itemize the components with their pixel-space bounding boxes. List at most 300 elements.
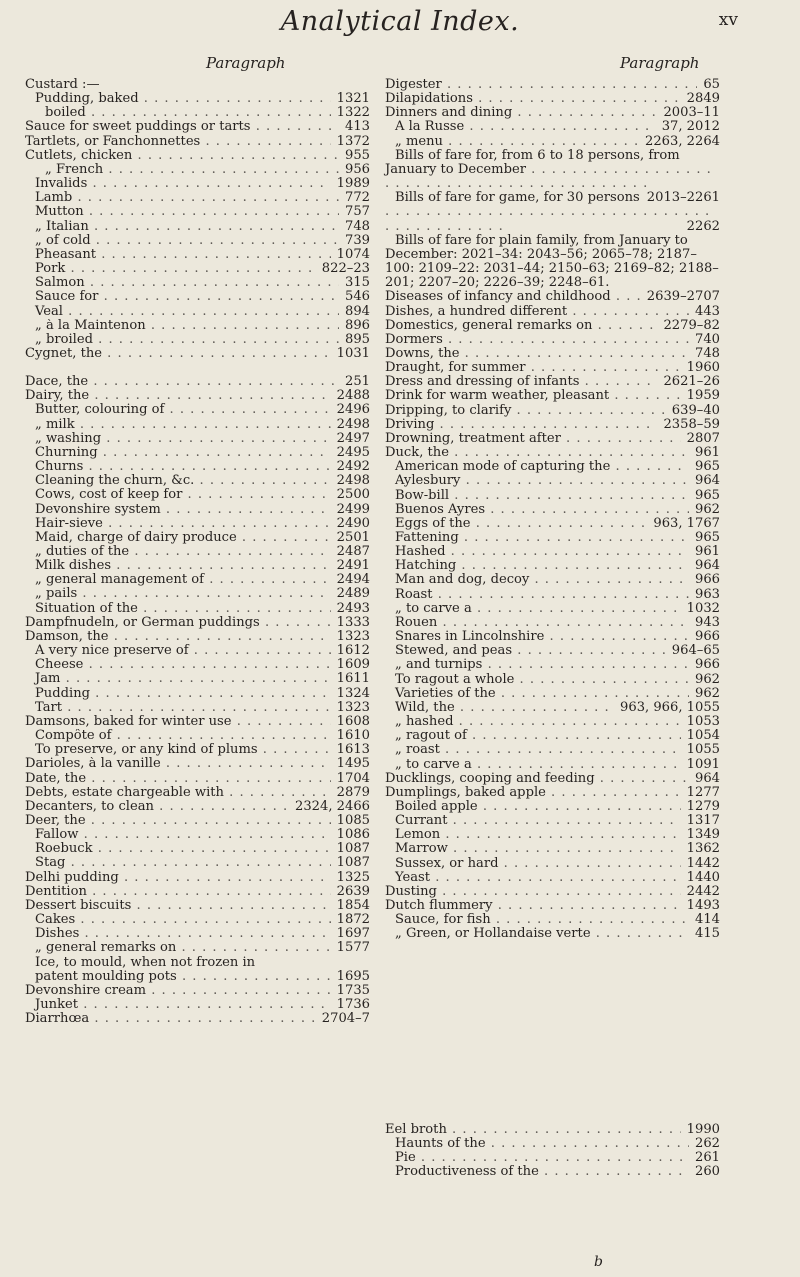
entry-paragraph-number: 943 [695,614,720,630]
entry-label: „ general management of . . . [25,573,331,587]
index-entry [25,474,370,488]
index-entry [385,927,720,941]
entry-label: Debts, estate chargeable with . . . [25,786,331,800]
entry-label: Man and dog, decoy . . . [385,573,689,587]
entry-label: Bills of fare for plain family, from January to December: 2021–34: 2043–56; 2065–78; 2187–100: 2109–22: 2031–44; 2150–63; 2169–82; 2188–201; 2207–20; 2226–39; 2248–61. [385,232,719,291]
index-entry [385,871,720,885]
entry-paragraph-number: 1277 [686,784,720,800]
entry-label: Dusting . . . [385,885,681,899]
entry-paragraph-number: 1695 [336,968,370,984]
index-entry [25,899,370,913]
entry-paragraph-number: 65 [703,77,720,92]
entry-label: Jam . . . [25,672,331,686]
index-entry [25,375,370,389]
entry-label: Hair-sieve . . . [25,517,331,531]
entry-label: Haunts of the . . . [385,1137,689,1151]
index-entry [25,701,370,715]
entry-label: Sauce for sweet puddings or tarts . . . [25,120,339,134]
entry-label: Dinners and dining . . . [385,106,657,120]
entry-label: Dentition . . . [25,885,331,899]
entry-label: Sussex, or hard . . . [385,857,681,871]
entry-paragraph-number: 965 [695,459,720,475]
entry-paragraph-number: 1032 [686,600,720,616]
entry-label: Dace, the . . . [25,375,339,389]
index-entry [25,687,370,701]
entry-paragraph-number: 1608 [336,713,370,729]
entry-paragraph-number: 2621–26 [663,374,720,390]
entry-paragraph-number: 1321 [336,91,370,107]
index-entry [25,276,370,290]
entry-paragraph-number: 964–65 [671,643,720,659]
index-entry [25,446,370,460]
right-index-column-e-section [385,1123,720,1180]
entry-paragraph-number: 962 [695,501,720,517]
entry-label: patent moulding pots . . . [25,970,331,984]
entry-label: Dishes . . . [25,927,331,941]
index-entry [25,78,370,92]
index-entry [25,856,370,870]
index-entry [385,573,720,587]
entry-label: Situation of the . . . [25,602,331,616]
entry-label: Dampfnudeln, or German puddings . . . [25,616,331,630]
entry-paragraph-number: 966 [695,572,720,588]
right-column-heading: Paragraph [620,54,700,72]
right-index-column [385,78,720,942]
entry-paragraph-number: 2003–11 [663,105,720,121]
entry-label: Eel broth . . . [385,1123,681,1137]
entry-label: Boiled apple . . . [385,800,681,814]
entry-label: „ milk . . . [25,418,331,432]
entry-paragraph-number: 1333 [336,614,370,630]
index-entry [25,743,370,757]
entry-label: Cakes . . . [25,913,331,927]
entry-label: To ragout a whole . . . [385,673,689,687]
entry-paragraph-number: 262 [695,1136,720,1152]
entry-label: Buenos Ayres . . . [385,503,689,517]
entry-label: „ menu . . . [385,135,639,149]
entry-paragraph-number: 964 [695,473,720,489]
index-entry [25,913,370,927]
index-entry [385,531,720,545]
entry-paragraph-number: 1325 [336,869,370,885]
index-entry [25,248,370,262]
entry-label: Pudding . . . [25,687,331,701]
entry-paragraph-number: 1362 [686,841,720,857]
entry-label: „ à la Maintenon . . . [25,319,339,333]
entry-paragraph-number: 2807 [686,430,720,446]
entry-label: Compôte of . . . [25,729,331,743]
index-entry [385,913,720,927]
entry-label: Darioles, à la vanille . . . [25,757,331,771]
entry-paragraph-number: 1609 [336,657,370,673]
entry-paragraph-number: 964 [695,770,720,786]
index-entry [385,460,720,474]
entry-label: Deer, the . . . [25,814,331,828]
entry-paragraph-number: 260 [695,1164,720,1180]
entry-paragraph-number: 896 [345,317,370,333]
entry-label: „ duties of the . . . [25,545,331,559]
index-entry [25,333,370,347]
index-entry [25,800,370,814]
entry-paragraph-number: 1054 [686,728,720,744]
index-entry [25,970,370,984]
index-entry [385,92,720,106]
entry-paragraph-number: 961 [695,445,720,461]
entry-label: Drink for warm weather, pleasant . . . [385,389,681,403]
index-entry [385,446,720,460]
entry-label: Ice, to mould, when not frozen in [35,955,256,970]
index-entry [25,757,370,771]
entry-label: Devonshire system . . . [25,503,331,517]
entry-label: Cows, cost of keep for . . . [25,488,331,502]
index-entry [385,729,720,743]
entry-paragraph-number: 2491 [336,558,370,574]
index-entry [25,389,370,403]
entry-label: To preserve, or any kind of plums . . . [25,743,331,757]
entry-paragraph-number: 1324 [336,685,370,701]
entry-label: Sauce, for fish . . . [385,913,689,927]
signature-mark: b [594,1254,603,1270]
index-entry [25,290,370,304]
entry-paragraph-number: 251 [345,374,370,390]
entry-label: Custard :— [25,78,100,92]
entry-label: Productiveness of the . . . [385,1165,689,1179]
entry-label: „ to carve a . . . [385,758,681,772]
entry-label: Damsons, baked for winter use . . . [25,715,331,729]
left-column-heading: Paragraph [206,54,286,72]
entry-paragraph-number: 315 [345,275,370,291]
entry-paragraph-number: 1323 [336,699,370,715]
entry-label: Hatching . . . [385,559,689,573]
entry-paragraph-number: 2500 [336,487,370,503]
index-entry [385,375,720,389]
index-entry [385,630,720,644]
entry-paragraph-number: 2849 [686,91,720,107]
entry-label: Diarrhœa . . . [25,1012,316,1026]
entry-label: Bills of fare for, from 6 to 18 persons, from January to December . . . [385,148,712,191]
index-entry [385,503,720,517]
entry-label: Pork . . . [25,262,316,276]
entry-label: Varieties of the . . . [385,687,689,701]
entry-paragraph-number: 962 [695,671,720,687]
entry-label: Junket . . . [25,998,331,1012]
index-entry [25,503,370,517]
index-entry [385,644,720,658]
entry-paragraph-number: 2279–82 [663,317,720,333]
entry-label: Marrow . . . [385,842,681,856]
index-entry [385,333,720,347]
index-entry [25,941,370,955]
index-entry [385,800,720,814]
entry-label: Currant . . . [385,814,681,828]
entry-paragraph-number: 963 [695,586,720,602]
entry-label: Drowning, treatment after . . . [385,432,681,446]
entry-label: Dress and dressing of infants . . . [385,375,657,389]
entry-paragraph-number: 261 [695,1150,720,1166]
index-entry [385,305,720,319]
index-entry [25,432,370,446]
entry-paragraph-number: 963, 1767 [653,515,720,531]
index-entry [25,234,370,248]
index-entry [385,857,720,871]
entry-label: Lamb . . . [25,191,339,205]
index-entry [25,220,370,234]
entry-label: Pheasant . . . [25,248,331,262]
index-entry [385,588,720,602]
entry-label: Dripping, to clarify . . . [385,404,666,418]
entry-paragraph-number: 2262 [686,218,720,234]
entry-paragraph-number: 966 [695,657,720,673]
entry-paragraph-number: 2496 [336,402,370,418]
entry-paragraph-number: 956 [345,161,370,177]
entry-paragraph-number: 2639–2707 [646,289,720,305]
index-entry [25,630,370,644]
entry-label: Roebuck . . . [25,842,331,856]
entry-label: Dumplings, baked apple . . . [385,786,681,800]
index-entry [385,135,720,149]
entry-label: Diseases of infancy and childhood . . . [385,290,641,304]
index-entry [25,418,370,432]
index-entry [385,673,720,687]
index-entry [25,559,370,573]
entry-paragraph-number: 1440 [686,869,720,885]
entry-paragraph-number: 2499 [336,501,370,517]
entry-paragraph-number: 748 [695,345,720,361]
entry-paragraph-number: 2704–7 [321,1011,370,1027]
entry-label: „ to carve a . . . [385,602,681,616]
index-entry [385,1123,720,1137]
entry-label: Roast . . . [385,588,689,602]
index-entry [25,347,370,361]
entry-label: Dormers . . . [385,333,689,347]
entry-paragraph-number: 1704 [336,770,370,786]
entry-paragraph-number: 894 [345,303,370,319]
index-entry [385,743,720,757]
index-entry [25,772,370,786]
entry-label: Tartlets, or Fanchonnettes . . . [25,135,331,149]
running-title: Analytical Index. [280,6,520,37]
entry-paragraph-number: 895 [345,331,370,347]
index-entry [25,531,370,545]
entry-paragraph-number: 772 [345,190,370,206]
entry-paragraph-number: 2324, 2466 [295,798,370,814]
entry-label: Churning . . . [25,446,331,460]
entry-label: Sauce for . . . [25,290,339,304]
index-entry [385,489,720,503]
entry-paragraph-number: 1031 [336,345,370,361]
index-entry [385,616,720,630]
entry-paragraph-number: 2495 [336,444,370,460]
entry-label: Dishes, a hundred different . . . [385,305,689,319]
entry-paragraph-number: 2493 [336,600,370,616]
entry-paragraph-number: 1086 [336,827,370,843]
index-entry [385,814,720,828]
entry-paragraph-number: 1074 [336,246,370,262]
entry-paragraph-number: 962 [695,685,720,701]
index-entry [25,871,370,885]
entry-paragraph-number: 1736 [336,997,370,1012]
entry-paragraph-number: 1323 [336,628,370,644]
entry-label: Dairy, the . . . [25,389,331,403]
entry-label: Duck, the . . . [385,446,689,460]
index-entry [25,305,370,319]
entry-paragraph-number: 2442 [686,883,720,899]
index-entry [385,658,720,672]
entry-gap [25,361,370,375]
index-entry [385,885,720,899]
entry-paragraph-number: 1990 [686,1122,720,1137]
entry-paragraph-number: 2490 [336,515,370,531]
entry-label: A la Russe . . . [385,120,656,134]
entry-paragraph-number: 1577 [336,940,370,956]
entry-paragraph-number: 2639 [336,883,370,899]
entry-label: Rouen . . . [385,616,689,630]
index-entry [25,842,370,856]
entry-label: Stewed, and peas . . . [385,644,666,658]
entry-paragraph-number: 2358–59 [663,416,720,432]
entry-label: Dutch flummery . . . [385,899,681,913]
index-entry [385,404,720,418]
entry-label: Snares in Lincolnshire . . . [385,630,689,644]
entry-paragraph-number: 1613 [336,742,370,758]
index-entry [385,1151,720,1165]
entry-paragraph-number: 1087 [336,841,370,857]
entry-label: Cheese . . . [25,658,331,672]
entry-paragraph-number: 413 [345,119,370,135]
index-entry [385,432,720,446]
entry-paragraph-number: 1317 [686,813,720,829]
index-entry [385,842,720,856]
entry-paragraph-number: 639–40 [671,402,720,418]
index-entry [385,120,720,134]
entry-label: Maid, charge of dairy produce . . . [25,531,331,545]
index-entry [385,361,720,375]
index-entry [25,191,370,205]
index-entry [385,828,720,842]
entry-paragraph-number: 1960 [686,360,720,376]
index-entry [385,758,720,772]
entry-paragraph-number: 2497 [336,430,370,446]
index-entry [25,106,370,120]
index-entry [385,319,720,333]
entry-label: Yeast . . . [385,871,681,885]
entry-paragraph-number: 740 [695,331,720,347]
entry-label: Bills of fare for game, for 30 persons . . . [385,190,710,233]
entry-label: Aylesbury . . . [385,474,689,488]
entry-label: Mutton . . . [25,205,339,219]
entry-paragraph-number: 2492 [336,459,370,475]
entry-label: Hashed . . . [385,545,689,559]
entry-paragraph-number: 1612 [336,643,370,659]
index-entry [25,658,370,672]
entry-paragraph-number: 2501 [336,529,370,545]
entry-paragraph-number: 1442 [686,855,720,871]
entry-label: A very nice preserve of . . . [25,644,331,658]
entry-label: Domestics, general remarks on . . . [385,319,657,333]
entry-label: „ roast . . . [385,743,681,757]
entry-paragraph-number: 963, 966, 1055 [620,699,720,715]
entry-paragraph-number: 1611 [336,671,370,687]
index-entry [25,92,370,106]
entry-label: Driving . . . [385,418,657,432]
index-entry [25,573,370,587]
entry-paragraph-number: 1053 [686,714,720,730]
entry-label: Churns . . . [25,460,331,474]
entry-paragraph-number: 2498 [336,416,370,432]
entry-paragraph-number: 1493 [686,898,720,914]
entry-paragraph-number: 2263, 2264 [645,133,720,149]
entry-paragraph-number: 2489 [336,586,370,602]
entry-paragraph-number: 2494 [336,572,370,588]
index-entry [385,545,720,559]
entry-paragraph-number: 1959 [686,388,720,404]
entry-label: Milk dishes . . . [25,559,331,573]
index-entry [25,517,370,531]
entry-label: „ Italian . . . [25,220,339,234]
entry-label: „ broiled . . . [25,333,339,347]
entry-label: Fallow . . . [25,828,331,842]
index-entry [25,885,370,899]
index-entry [385,687,720,701]
entry-paragraph-number: 739 [345,232,370,248]
entry-paragraph-number: 822–23 [321,261,370,277]
index-entry [25,644,370,658]
entry-label: Downs, the . . . [385,347,689,361]
entry-label: American mode of capturing the . . . [385,460,689,474]
entry-label: Stag . . . [25,856,331,870]
entry-label: Devonshire cream . . . [25,984,331,998]
entry-label: Veal . . . [25,305,339,319]
index-entry [385,602,720,616]
index-entry [25,205,370,219]
entry-paragraph-number: 757 [345,204,370,220]
index-entry [25,262,370,276]
entry-label: Dilapidations . . . [385,92,681,106]
index-entry [25,149,370,163]
entry-label: Wild, the . . . [385,701,614,715]
entry-paragraph-number: 1610 [336,728,370,744]
entry-paragraph-number: 965 [695,530,720,545]
index-entry [385,290,720,304]
entry-label: Lemon . . . [385,828,681,842]
entry-label: Cygnet, the . . . [25,347,331,361]
index-entry [25,120,370,134]
index-entry [385,234,720,291]
entry-paragraph-number: 1989 [336,176,370,192]
entry-label: Decanters, to clean . . . [25,800,289,814]
entry-label: Dessert biscuits . . . [25,899,331,913]
entry-label: „ Green, or Hollandaise verte . . . [385,927,689,941]
index-entry [25,587,370,601]
entry-label: „ of cold . . . [25,234,339,248]
index-entry [25,786,370,800]
index-entry [25,545,370,559]
entry-paragraph-number: 1349 [686,827,720,843]
entry-label: Cutlets, chicken . . . [25,149,339,163]
entry-paragraph-number: 443 [695,303,720,319]
index-entry [385,559,720,573]
entry-paragraph-number: 955 [345,147,370,163]
entry-label: „ French . . . [25,163,339,177]
entry-paragraph-number: 1279 [686,798,720,814]
index-entry [25,998,370,1012]
index-entry [25,177,370,191]
index-entry [25,927,370,941]
entry-paragraph-number: 415 [695,926,720,942]
index-entry [25,729,370,743]
entry-paragraph-number: 1872 [336,912,370,928]
entry-paragraph-number: 1372 [336,133,370,149]
